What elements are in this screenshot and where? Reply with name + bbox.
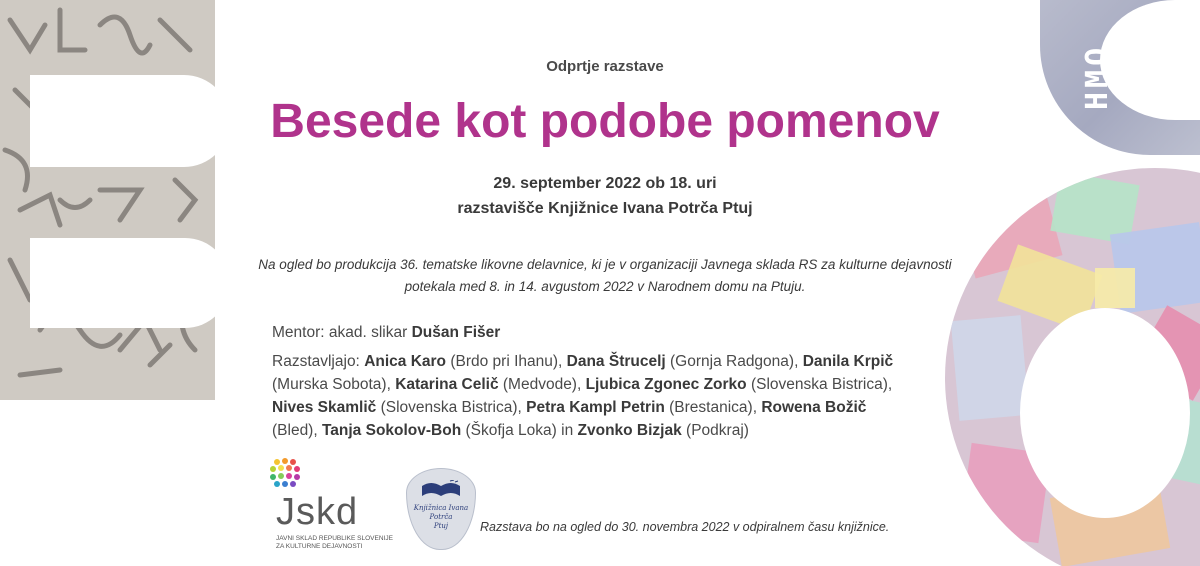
intro-line: Na ogled bo produkcija 36. tematske likovne delavnice, ki je v organizaciji Javnega sklada RS za kulturne dejavnosti (258, 257, 952, 272)
artwork-cutout (1020, 308, 1190, 518)
exhibitor-place: (Murska Sobota), (272, 376, 396, 393)
exhibitor-place: (Bled), (272, 422, 322, 439)
jskd-subtitle-line: ZA KULTURNE DEJAVNOSTI (276, 543, 363, 550)
library-name-line: Knjižnica Ivana Potrča (413, 504, 469, 521)
exhibitor-place: (Škofja Loka) in (461, 422, 578, 439)
letter-b-upper-counter (30, 75, 215, 167)
mentor-name: Dušan Fišer (411, 324, 501, 341)
jskd-subtitle-line: JAVNI SKLAD REPUBLIKE SLOVENIJE (276, 535, 393, 542)
library-name-line: Ptuj (433, 522, 449, 530)
exhibitor-name: Katarina Celič (395, 376, 499, 393)
exhibitor-place: (Brestanica), (664, 399, 762, 416)
exhibitor-name: Tanja Sokolov-Boh (321, 422, 462, 439)
footer-note: Razstava bo na ogled do 30. novembra 2022 v odpiralnem času knjižnice. (480, 520, 890, 534)
jskd-subtitle (276, 535, 396, 551)
event-date-venue (215, 171, 995, 221)
exhibitor-place: (Podkraj) (681, 422, 749, 439)
jskd-dots-icon (268, 457, 302, 491)
intro-line: potekala med 8. in 14. avgustom 2022 v Narodnem domu na Ptuju. (404, 279, 806, 294)
exhibitor-place: (Medvode), (498, 376, 586, 393)
exhibitor-name: Zvonko Bizjak (577, 422, 682, 439)
top-right-artwork (1040, 0, 1200, 155)
letter-b-lower-counter (30, 238, 215, 328)
paint-patch (1095, 268, 1135, 308)
mentor-line (272, 321, 952, 344)
exhibitor-name: Petra Kampl Petrin (526, 399, 665, 416)
event-venue: razstavišče Knjižnice Ivana Potrča Ptuj (457, 200, 753, 217)
paint-patch (951, 315, 1029, 421)
exhibitor-place: (Brdo pri Ihanu), (446, 353, 567, 370)
bottom-right-artwork (945, 168, 1200, 566)
open-book-icon (420, 480, 462, 498)
mentor-label: Mentor: akad. slikar (272, 324, 412, 341)
exhibitors-paragraph (272, 350, 952, 442)
page-title: Besede kot podobe pomenov (270, 95, 940, 148)
exhibitor-name: Ljubica Zgonec Zorko (585, 376, 747, 393)
library-logo (406, 468, 476, 550)
event-kicker: Odprtje razstave (546, 58, 664, 75)
exhibitor-place: (Slovenska Bistrica), (746, 376, 893, 393)
artwork-letters: HMO (1080, 43, 1115, 110)
exhibitor-place: (Gornja Radgona), (665, 353, 803, 370)
jskd-wordmark: Jskd (276, 491, 359, 533)
exhibitor-name: Dana Štrucelj (566, 353, 666, 370)
jskd-logo (266, 455, 393, 555)
exhibitor-name: Danila Krpič (802, 353, 894, 370)
exhibitors-label: Razstavljajo: (272, 353, 365, 370)
exhibitor-name: Anica Karo (364, 353, 447, 370)
decorative-letter-b-artwork (0, 0, 215, 400)
exhibitor-name: Nives Skamlič (272, 399, 377, 416)
exhibitor-name: Rowena Božič (761, 399, 867, 416)
library-name (408, 504, 474, 531)
exhibitor-place: (Slovenska Bistrica), (376, 399, 527, 416)
scribble-letters (0, 0, 215, 400)
intro-paragraph (215, 254, 995, 298)
event-date: 29. september 2022 ob 18. uri (493, 175, 717, 192)
